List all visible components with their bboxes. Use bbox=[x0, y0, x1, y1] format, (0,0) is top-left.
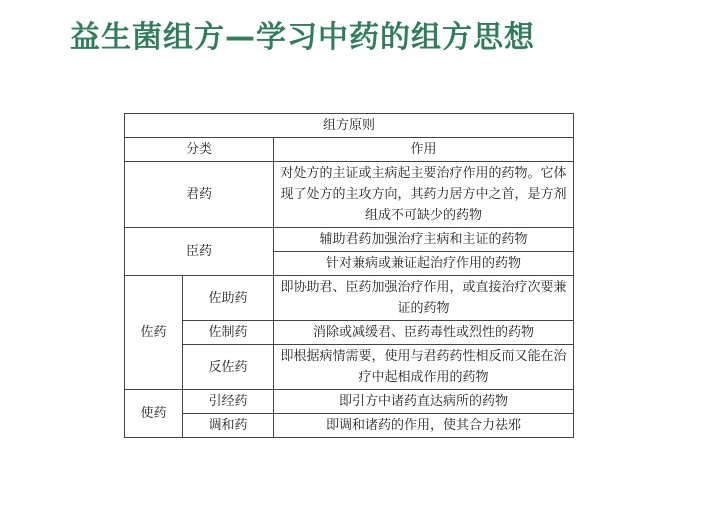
cell-zuozhi-name: 佐制药 bbox=[183, 321, 274, 345]
cell-zuo-name: 佐药 bbox=[125, 276, 183, 390]
table-row-jun bbox=[125, 162, 574, 228]
header-category: 分类 bbox=[125, 138, 274, 162]
cell-jun-text: 对处方的主证或主病起主要治疗作用的药物。它体现了处方的主攻方向，其药力居方中之首，是方剂组成不可缺少的药物 bbox=[274, 162, 574, 228]
cell-fanzuo-name: 反佐药 bbox=[183, 345, 274, 390]
cell-chen-text-2: 针对兼病或兼证起治疗作用的药物 bbox=[274, 252, 574, 276]
table-row-chen-1 bbox=[125, 228, 574, 252]
table-caption-row bbox=[125, 114, 574, 138]
cell-yinjing-text: 即引方中诸药直达病所的药物 bbox=[274, 390, 574, 414]
cell-chen-text-1: 辅助君药加强治疗主病和主证的药物 bbox=[274, 228, 574, 252]
cell-chen-name: 臣药 bbox=[125, 228, 274, 276]
header-function: 作用 bbox=[274, 138, 574, 162]
slide-title: 益生菌组方—学习中药的组方思想 bbox=[70, 20, 535, 55]
composition-rules-table bbox=[124, 113, 574, 438]
cell-jun-name: 君药 bbox=[125, 162, 274, 228]
table-caption: 组方原则 bbox=[125, 114, 574, 138]
cell-tiaohe-name: 调和药 bbox=[183, 414, 274, 438]
cell-zuozhi-text: 消除或减缓君、臣药毒性或烈性的药物 bbox=[274, 321, 574, 345]
table-row-fanzuo bbox=[125, 345, 574, 390]
table-row-tiaohe bbox=[125, 414, 574, 438]
table-row-yinjing bbox=[125, 390, 574, 414]
cell-shi-name: 使药 bbox=[125, 390, 183, 438]
cell-fanzuo-text: 即根据病情需要，使用与君药药性相反而又能在治疗中起相成作用的药物 bbox=[274, 345, 574, 390]
cell-yinjing-name: 引经药 bbox=[183, 390, 274, 414]
cell-zuozhu-text: 即协助君、臣药加强治疗作用，或直接治疗次要兼证的药物 bbox=[274, 276, 574, 321]
cell-zuozhu-name: 佐助药 bbox=[183, 276, 274, 321]
table-row-zuozhi bbox=[125, 321, 574, 345]
table-row-zuozhu bbox=[125, 276, 574, 321]
cell-tiaohe-text: 即调和诸药的作用，使其合力祛邪 bbox=[274, 414, 574, 438]
table-header-row bbox=[125, 138, 574, 162]
